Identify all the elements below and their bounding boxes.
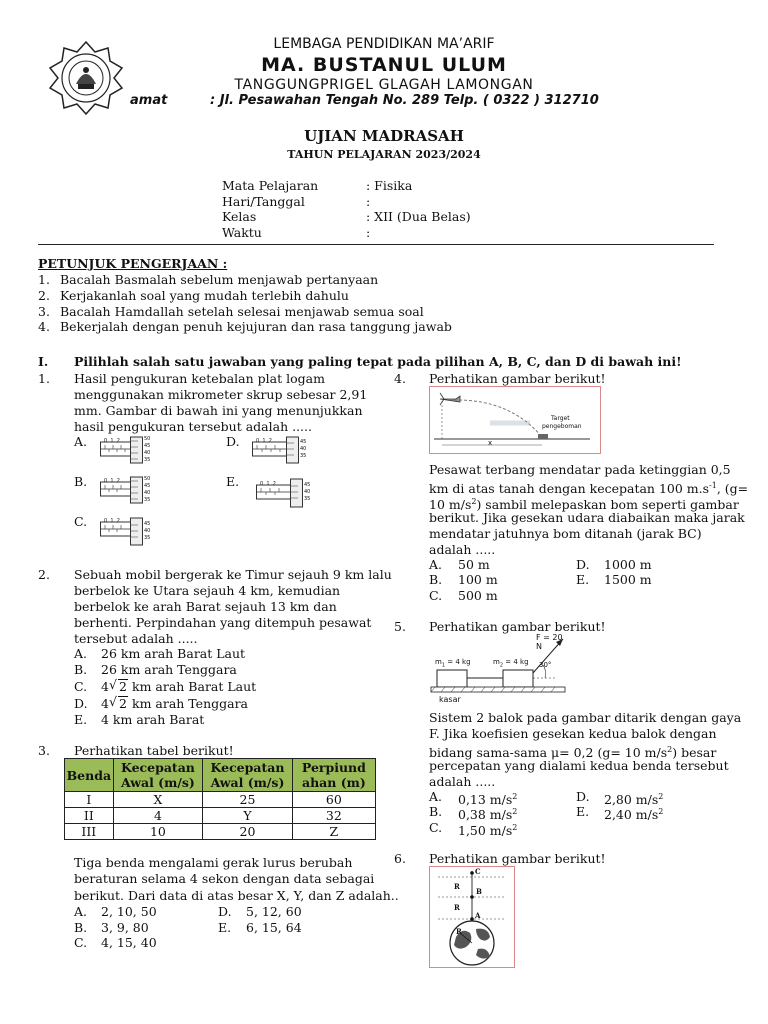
- option-text: 100 m: [458, 572, 498, 587]
- question-line: percepatan yang dialami kedua benda tersebut: [429, 758, 729, 773]
- question-line: mendatar jatuhnya bom ditanah (jarak BC): [429, 526, 702, 541]
- figure-label: R: [456, 927, 462, 936]
- option-text: 26 km arah Tenggara: [101, 662, 237, 677]
- exam-field-label: Kelas: [222, 209, 257, 224]
- option-text: 6, 15, 64: [246, 920, 302, 935]
- instruction-num: 3.: [38, 304, 50, 319]
- figure-label: B: [476, 887, 482, 896]
- table-cell: X: [113, 792, 203, 808]
- option-value: 2,40 m/s: [604, 807, 659, 823]
- question-line: Sebuah mobil bergerak ke Timur sejauh 9 km lalu: [74, 567, 392, 582]
- exam-field-value: :: [366, 194, 371, 209]
- option-key: C.: [74, 514, 88, 529]
- option-value: 0,13 m/s: [458, 792, 513, 808]
- option-key: B.: [74, 920, 88, 935]
- question-text: km di atas tanah dengan kecepatan 100 m.s: [429, 481, 710, 497]
- question-line: Tiga benda mengalami gerak lurus berubah: [74, 855, 353, 870]
- option-key: C.: [74, 679, 88, 694]
- option-key: A.: [74, 434, 88, 449]
- exam-title: UJIAN MADRASAH: [304, 127, 464, 145]
- option-key: A.: [429, 789, 443, 804]
- micrometer-scale: 35: [144, 535, 151, 541]
- instruction-num: 1.: [38, 272, 50, 287]
- institution-name: LEMBAGA PENDIDIKAN MA’ARIF: [273, 36, 495, 52]
- micrometer-scale: 45: [144, 521, 151, 527]
- micrometer-label: 0 1 2: [260, 481, 276, 487]
- option-key: D.: [576, 557, 590, 572]
- micrometer-scale: 40: [300, 446, 307, 452]
- instruction-item: Bekerjalah dengan penuh kejujuran dan rasa tanggung jawab: [60, 319, 452, 334]
- instruction-item: Bacalah Basmalah sebelum menjawab pertanyaan: [60, 272, 379, 287]
- question-line: berhenti. Perpindahan yang ditempuh pesawat: [74, 615, 372, 630]
- table-cell: III: [65, 824, 114, 840]
- question-number: 1.: [38, 371, 50, 386]
- question-intro: Perhatikan tabel berikut!: [74, 743, 234, 758]
- option-text: 50 m: [458, 557, 490, 572]
- question-line: F. Jika koefisien gesekan kedua balok dengan: [429, 726, 717, 741]
- school-name: MA. BUSTANUL ULUM: [261, 54, 507, 76]
- option-text: km arah Barat Laut: [132, 679, 257, 694]
- table-cell: II: [65, 808, 114, 824]
- micrometer-scale: 35: [144, 457, 151, 463]
- micrometer-scale: 40: [144, 450, 151, 456]
- table-cell: 32: [292, 808, 375, 824]
- table-cell: 10: [113, 824, 203, 840]
- figure-label: R: [454, 903, 460, 912]
- figure-label: pengeboman: [542, 423, 582, 430]
- figure-label-part: m: [435, 658, 442, 666]
- option-text: 4, 15, 40: [101, 935, 157, 950]
- table-header: Kecepatan Awal (m/s): [203, 759, 293, 792]
- table-header: Kecepatan Awal (m/s): [113, 759, 203, 792]
- question-line: berbelok ke Utara sejauh 4 km, kemudian: [74, 583, 341, 598]
- figure-earth-orbit: [429, 866, 515, 968]
- option-text: 2, 10, 50: [101, 904, 157, 919]
- option-text: km arah Tenggara: [132, 696, 249, 711]
- figure-label: F = 20 N: [536, 633, 563, 651]
- option-key: C.: [429, 588, 443, 603]
- option-text: 4 km arah Barat: [101, 712, 205, 727]
- school-location: TANGGUNGPRIGEL GLAGAH LAMONGAN: [234, 77, 534, 93]
- figure-label: x: [488, 439, 493, 447]
- option-key: A.: [429, 557, 443, 572]
- micrometer-label: 0 1 2: [256, 438, 272, 444]
- instruction-item: Bacalah Hamdallah setelah selesai menjawab semua soal: [60, 304, 424, 319]
- question-line: mm. Gambar di bawah ini yang menunjukkan: [74, 403, 363, 418]
- question-line: berikut. Jika gesekan udara diabaikan maka jarak: [429, 510, 745, 525]
- micrometer-label: 0 1 2: [104, 438, 120, 444]
- question-number: 3.: [38, 743, 50, 758]
- figure-label-part: = 4 kg: [505, 658, 529, 666]
- instruction-item: Kerjakanlah soal yang mudah terlebih dahulu: [60, 288, 349, 303]
- question-line: adalah .....: [429, 774, 496, 789]
- sqrt-radicand: 2: [119, 679, 127, 694]
- sqrt-symbol: √: [109, 677, 117, 692]
- option-key: B.: [74, 662, 88, 677]
- option-value: 0,38 m/s: [458, 807, 513, 823]
- question-line: hasil pengukuran tersebut adalah .....: [74, 419, 312, 434]
- figure-label-part: = 4 kg: [447, 658, 471, 666]
- question-intro: Perhatikan gambar berikut!: [429, 371, 606, 386]
- question-intro: Perhatikan gambar berikut!: [429, 619, 606, 634]
- question-line: menggunakan mikrometer skrup sebesar 2,91: [74, 387, 368, 402]
- exam-field-label: Waktu: [222, 225, 262, 240]
- option-text: 3, 9, 80: [101, 920, 149, 935]
- question-line: Hasil pengukuran ketebalan plat logam: [74, 371, 325, 386]
- option-value: 1,50 m/s: [458, 823, 513, 839]
- micrometer-scale: 50: [144, 476, 151, 482]
- figure-label: $m_2 = 4$ kg: [493, 658, 529, 669]
- question-number: 6.: [394, 851, 406, 866]
- option-key: B.: [429, 804, 443, 819]
- micrometer-label: 0 1 2: [104, 518, 120, 524]
- option-key: C.: [429, 820, 443, 835]
- micrometer-scale: 40: [304, 489, 311, 495]
- option-key: D.: [226, 434, 240, 449]
- question-line: tersebut adalah .....: [74, 631, 198, 646]
- question-number: 2.: [38, 567, 50, 582]
- option-key: D.: [576, 789, 590, 804]
- question-line: adalah .....: [429, 542, 496, 557]
- question-line: berbelok ke arah Barat sejauh 13 km dan: [74, 599, 337, 614]
- micrometer-scale: 35: [304, 496, 311, 502]
- option-key: E.: [576, 572, 590, 587]
- micrometer-scale: 35: [144, 497, 151, 503]
- table-row: [65, 808, 376, 824]
- question-line: Sistem 2 balok pada gambar ditarik dengan gaya: [429, 710, 742, 725]
- table-cell: 25: [203, 792, 293, 808]
- table-header: Perpiund ahan (m): [292, 759, 375, 792]
- question-text: 10 m/s: [429, 497, 472, 513]
- figure-label: C: [475, 867, 481, 876]
- exam-field-value: : Fisika: [366, 178, 413, 193]
- option-coef: 4: [101, 696, 109, 711]
- micrometer-scale: 45: [144, 483, 151, 489]
- superscript: 2: [471, 497, 477, 506]
- question-intro: Perhatikan gambar berikut!: [429, 851, 606, 866]
- superscript: 2: [658, 792, 664, 801]
- exam-field-value: :: [366, 225, 371, 240]
- data-table: [64, 758, 376, 840]
- micrometer-scale: 40: [144, 528, 151, 534]
- option-text: 26 km arah Barat Laut: [101, 646, 246, 661]
- exam-field-label: Mata Pelajaran: [222, 178, 319, 193]
- micrometer-option-e: [256, 478, 318, 508]
- question-line: Pesawat terbang mendatar pada ketinggian 0,5: [429, 462, 731, 477]
- question-text: ) besar: [672, 745, 717, 761]
- table-cell: I: [65, 792, 114, 808]
- exam-field-label: Hari/Tanggal: [222, 194, 305, 209]
- option-key: E.: [226, 474, 240, 489]
- option-text: 1500 m: [604, 572, 652, 587]
- superscript: -1: [709, 481, 717, 490]
- section-instruction: Pilihlah salah satu jawaban yang paling tepat pada pilihan A, B, C, dan D di bawah ini!: [74, 354, 682, 369]
- figure-label: 30°: [539, 661, 552, 669]
- option-key: A.: [74, 646, 88, 661]
- address-label: amat: [130, 93, 168, 108]
- address-value: : Jl. Pesawahan Tengah No. 289 Telp. ( 0322 ) 312710: [210, 93, 599, 108]
- table-cell: 60: [292, 792, 375, 808]
- option-key: B.: [429, 572, 443, 587]
- figure-blocks: [429, 633, 571, 709]
- superscript: 2: [512, 807, 518, 816]
- micrometer-option-b: [100, 476, 156, 504]
- figure-label-part: m: [493, 658, 500, 666]
- table-cell: 20: [203, 824, 293, 840]
- table-cell: Y: [203, 808, 293, 824]
- superscript: 2: [512, 823, 518, 832]
- figure-label: R: [454, 882, 460, 891]
- option-coef: 4: [101, 679, 109, 694]
- sqrt-radicand: 2: [119, 696, 127, 711]
- table-row: [65, 824, 376, 840]
- table-cell: Z: [292, 824, 375, 840]
- section-number: I.: [38, 354, 49, 369]
- question-text: ) sambil melepaskan bom seperti gambar: [476, 497, 739, 513]
- option-key: E.: [74, 712, 88, 727]
- superscript: 2: [512, 792, 518, 801]
- figure-label: $m_1 = 4$ kg: [435, 658, 471, 669]
- micrometer-scale: 40: [144, 490, 151, 496]
- micrometer-label: 0 1 2: [104, 478, 120, 484]
- table-row: [65, 792, 376, 808]
- superscript: 2: [667, 745, 673, 754]
- instructions-heading: PETUNJUK PENGERJAAN :: [38, 256, 228, 271]
- figure-label: kasar: [439, 695, 461, 704]
- table-header-row: [65, 759, 376, 792]
- option-text: 1000 m: [604, 557, 652, 572]
- micrometer-scale: 45: [144, 443, 151, 449]
- figure-label: Target: [551, 415, 570, 422]
- superscript: 2: [658, 807, 664, 816]
- micrometer-scale: 35: [300, 453, 307, 459]
- question-number: 4.: [394, 371, 406, 386]
- option-key: B.: [74, 474, 88, 489]
- table-header: Benda: [65, 759, 114, 792]
- option-value: 2,80 m/s: [604, 792, 659, 808]
- option-text: 500 m: [458, 588, 498, 603]
- option-key: D.: [74, 696, 88, 711]
- question-number: 5.: [394, 619, 406, 634]
- micrometer-scale: 45: [300, 439, 307, 445]
- question-line: beraturan selama 4 sekon dengan data sebagai: [74, 871, 375, 886]
- question-line: berikut. Dari data di atas besar X, Y, dan Z adalah..: [74, 888, 399, 903]
- micrometer-scale: 45: [304, 482, 311, 488]
- question-text: , (g=: [716, 481, 749, 497]
- micrometer-option-c: [100, 516, 156, 546]
- instruction-num: 2.: [38, 288, 50, 303]
- figure-label: A: [475, 911, 481, 920]
- option-key: A.: [74, 904, 88, 919]
- micrometer-option-d: [252, 436, 312, 464]
- table-cell: 4: [113, 808, 203, 824]
- figure-bomb-drop: [429, 386, 601, 454]
- sqrt-symbol: √: [109, 694, 117, 709]
- question-text: bidang sama-sama μ= 0,2 (g= 10 m/s: [429, 745, 668, 761]
- option-text: [458, 820, 517, 839]
- exam-year: TAHUN PELAJARAN 2023/2024: [287, 148, 481, 161]
- exam-field-value: : XII (Dua Belas): [366, 209, 471, 224]
- option-key: D.: [218, 904, 232, 919]
- option-key: C.: [74, 935, 88, 950]
- option-key: E.: [576, 804, 590, 819]
- divider: [38, 244, 714, 245]
- option-key: E.: [218, 920, 232, 935]
- option-text: 5, 12, 60: [246, 904, 302, 919]
- option-text: [604, 804, 663, 823]
- micrometer-scale: 50: [144, 436, 151, 442]
- micrometer-option-a: [100, 436, 156, 464]
- instruction-num: 4.: [38, 319, 50, 334]
